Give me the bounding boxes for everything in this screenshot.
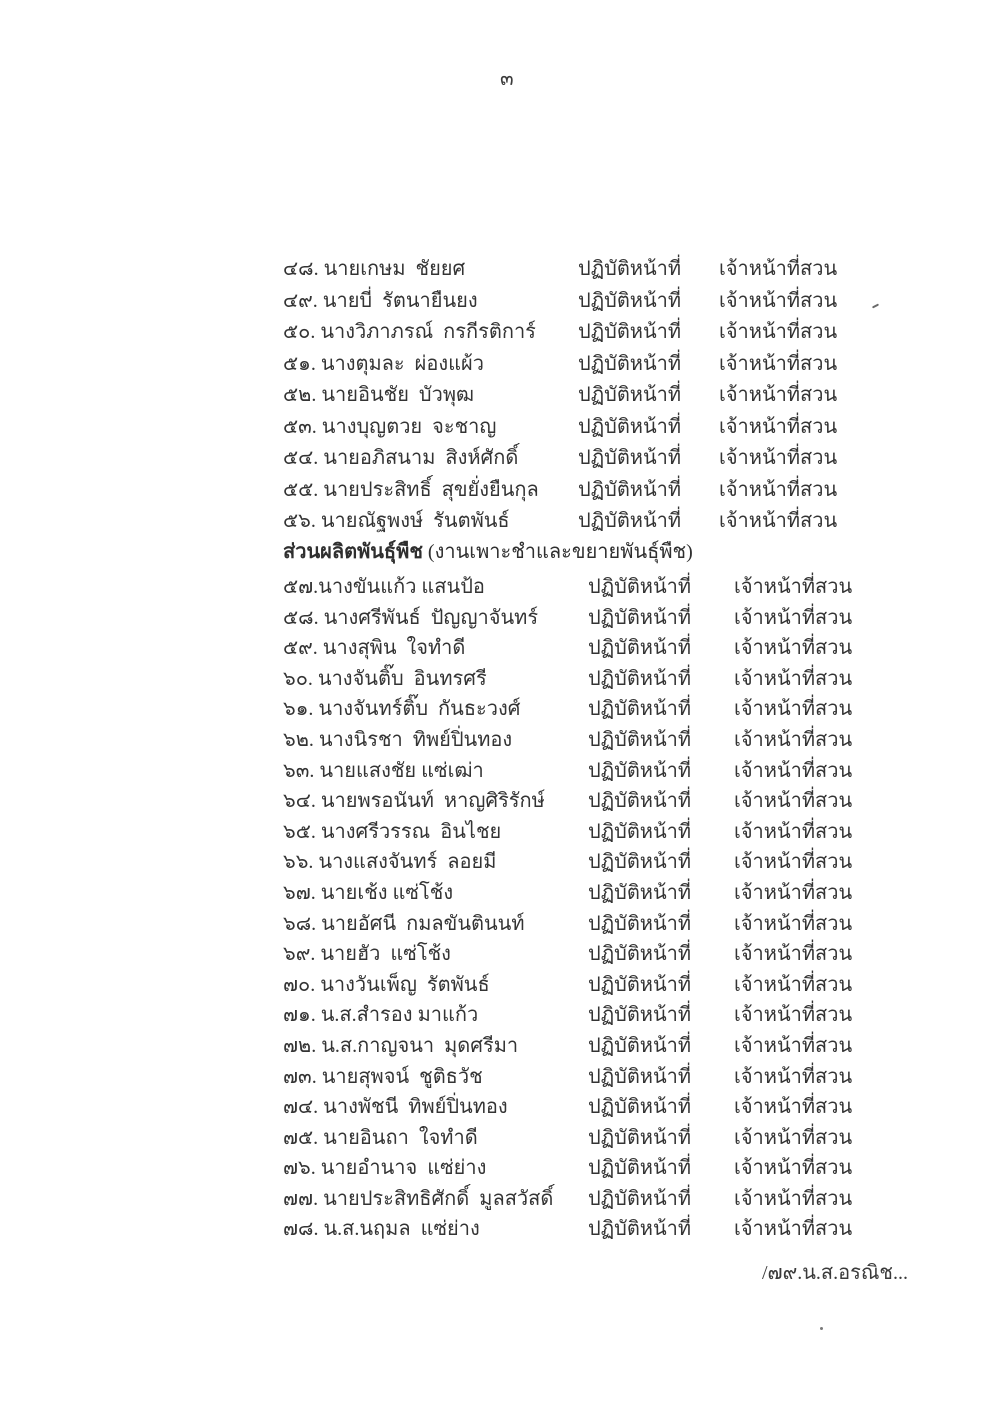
staff-position: เจ้าหน้าที่สวน	[734, 1034, 853, 1057]
staff-duty: ปฏิบัติหน้าที่	[588, 1034, 692, 1057]
stray-dot-mark	[820, 1327, 823, 1330]
staff-row	[0, 410, 1005, 442]
staff-row	[0, 1029, 1005, 1060]
staff-row	[0, 570, 1005, 601]
staff-position: เจ้าหน้าที่สวน	[734, 1157, 853, 1180]
staff-number-and-name: ๕๖. นายณัฐพงษ์ รันตพันธ์	[283, 510, 510, 532]
staff-duty: ปฏิบัติหน้าที่	[588, 1096, 692, 1119]
staff-row	[0, 631, 1005, 662]
staff-duty: ปฏิบัติหน้าที่	[588, 1065, 692, 1088]
staff-position: เจ้าหน้าที่สวน	[719, 384, 838, 406]
staff-position: เจ้าหน้าที่สวน	[734, 1065, 853, 1088]
staff-duty: ปฏิบัติหน้าที่	[578, 510, 682, 532]
staff-number-and-name: ๗๔. นางพัชนี ทิพย์ปิ่นทอง	[283, 1096, 508, 1119]
staff-position: เจ้าหน้าที่สวน	[734, 943, 853, 966]
staff-duty: ปฏิบัติหน้าที่	[588, 973, 692, 996]
staff-number-and-name: ๖๕. นางศรีวรรณ อินไชย	[283, 820, 502, 843]
staff-duty: ปฏิบัติหน้าที่	[578, 289, 682, 312]
staff-row	[0, 692, 1005, 723]
staff-position: เจ้าหน้าที่สวน	[734, 606, 853, 629]
staff-row	[0, 1121, 1005, 1152]
page-continuation-note: /๗๙.น.ส.อรณิช...	[762, 1262, 909, 1284]
staff-row	[0, 284, 1005, 316]
staff-row	[0, 1060, 1005, 1091]
staff-position: เจ้าหน้าที่สวน	[734, 698, 853, 721]
staff-duty: ปฏิบัติหน้าที่	[588, 637, 692, 660]
staff-duty: ปฏิบัติหน้าที่	[578, 352, 682, 375]
section-header	[283, 537, 693, 567]
staff-row	[0, 315, 1005, 347]
staff-duty: ปฏิบัติหน้าที่	[588, 759, 692, 782]
staff-number-and-name: ๖๖. นางแสงจันทร์ ลอยมี	[283, 851, 497, 874]
staff-duty: ปฏิบัติหน้าที่	[588, 576, 692, 598]
staff-duty: ปฏิบัติหน้าที่	[588, 1157, 692, 1180]
staff-row	[0, 504, 1005, 536]
staff-row	[0, 754, 1005, 785]
staff-number-and-name: ๖๙. นายฮัว แซ่โช้ง	[283, 943, 451, 966]
staff-number-and-name: ๕๗.นางขันแก้ว แสนป้อ	[283, 576, 485, 598]
staff-number-and-name: ๕๓. นางบุญตวย จะชาญ	[283, 415, 497, 438]
staff-duty: ปฏิบัติหน้าที่	[578, 384, 682, 406]
staff-duty: ปฏิบัติหน้าที่	[578, 321, 682, 343]
staff-number-and-name: ๕๘. นางศรีพันธ์ ปัญญาจันทร์	[283, 606, 539, 629]
staff-row	[0, 876, 1005, 907]
staff-position: เจ้าหน้าที่สวน	[734, 667, 853, 690]
staff-position: เจ้าหน้าที่สวน	[734, 1187, 853, 1210]
staff-list-section-1	[0, 252, 1005, 536]
staff-position: เจ้าหน้าที่สวน	[734, 1126, 853, 1149]
staff-number-and-name: ๖๘. นายอัศนี กมลขันตินนท์	[283, 912, 525, 935]
staff-row	[0, 723, 1005, 754]
staff-duty: ปฏิบัติหน้าที่	[578, 258, 682, 280]
staff-position: เจ้าหน้าที่สวน	[719, 352, 838, 375]
staff-row	[0, 1090, 1005, 1121]
staff-row	[0, 815, 1005, 846]
staff-number-and-name: ๕๑. นางตุมละ ผ่องแผ้ว	[283, 352, 485, 375]
staff-row	[0, 1212, 1005, 1243]
staff-row	[0, 1151, 1005, 1182]
staff-duty: ปฏิบัติหน้าที่	[588, 606, 692, 629]
staff-number-and-name: ๗๘. น.ส.นฤมล แซ่ย่าง	[283, 1218, 480, 1241]
staff-duty: ปฏิบัติหน้าที่	[588, 943, 692, 966]
staff-number-and-name: ๖๐. นางจันติ๊บ อินทรศรี	[283, 667, 487, 690]
staff-number-and-name: ๕๙. นางสุพิน ใจทำดี	[283, 637, 466, 660]
staff-position: เจ้าหน้าที่สวน	[719, 289, 838, 312]
staff-duty: ปฏิบัติหน้าที่	[578, 415, 682, 438]
staff-duty: ปฏิบัติหน้าที่	[588, 1004, 692, 1027]
staff-position: เจ้าหน้าที่สวน	[719, 478, 838, 501]
staff-duty: ปฏิบัติหน้าที่	[578, 447, 682, 469]
staff-number-and-name: ๔๘. นายเกษม ชัยยศ	[283, 258, 466, 280]
staff-position: เจ้าหน้าที่สวน	[719, 415, 838, 438]
staff-row	[0, 347, 1005, 379]
staff-position: เจ้าหน้าที่สวน	[734, 576, 853, 598]
staff-duty: ปฏิบัติหน้าที่	[578, 478, 682, 501]
staff-number-and-name: ๕๔. นายอภิสนาม สิงห์ศักดิ์	[283, 447, 519, 469]
staff-row	[0, 968, 1005, 999]
staff-number-and-name: ๗๑. น.ส.สำรอง มาแก้ว	[283, 1004, 479, 1027]
section-header-subtitle: (งานเพาะชำและขยายพันธุ์พืช)	[422, 541, 693, 563]
staff-position: เจ้าหน้าที่สวน	[734, 1218, 853, 1241]
staff-duty: ปฏิบัติหน้าที่	[588, 698, 692, 721]
staff-position: เจ้าหน้าที่สวน	[734, 728, 853, 751]
staff-duty: ปฏิบัติหน้าที่	[588, 790, 692, 813]
staff-position: เจ้าหน้าที่สวน	[734, 912, 853, 935]
staff-row	[0, 601, 1005, 632]
staff-number-and-name: ๗๗. นายประสิทธิศักดิ์ มูลสวัสดิ์	[283, 1187, 554, 1210]
staff-list-section-2	[0, 570, 1005, 1243]
staff-position: เจ้าหน้าที่สวน	[719, 510, 838, 532]
staff-row	[0, 845, 1005, 876]
staff-row	[0, 441, 1005, 473]
staff-duty: ปฏิบัติหน้าที่	[588, 881, 692, 904]
staff-duty: ปฏิบัติหน้าที่	[588, 851, 692, 874]
staff-number-and-name: ๕๕. นายประสิทธิ์ สุขยั่งยืนกุล	[283, 478, 539, 501]
staff-number-and-name: ๖๒. นางนิรชา ทิพย์ปิ่นทอง	[283, 728, 513, 751]
staff-number-and-name: ๖๑. นางจันทร์ติ๊บ กันธะวงศ์	[283, 698, 521, 721]
staff-number-and-name: ๗๓. นายสุพจน์ ชูติธวัช	[283, 1065, 483, 1088]
staff-position: เจ้าหน้าที่สวน	[734, 790, 853, 813]
staff-number-and-name: ๗๒. น.ส.กาญจนา มุดศรีมา	[283, 1034, 519, 1057]
staff-row	[0, 998, 1005, 1029]
staff-row	[0, 784, 1005, 815]
staff-row	[0, 378, 1005, 410]
page-number: ๓	[500, 68, 514, 90]
staff-number-and-name: ๔๙. นายบี่ รัตนายืนยง	[283, 289, 478, 312]
staff-row	[0, 937, 1005, 968]
staff-number-and-name: ๗๖. นายอำนาจ แซ่ย่าง	[283, 1157, 487, 1180]
staff-duty: ปฏิบัติหน้าที่	[588, 1187, 692, 1210]
staff-position: เจ้าหน้าที่สวน	[734, 759, 853, 782]
staff-row	[0, 473, 1005, 505]
staff-position: เจ้าหน้าที่สวน	[734, 881, 853, 904]
staff-position: เจ้าหน้าที่สวน	[734, 637, 853, 660]
staff-duty: ปฏิบัติหน้าที่	[588, 820, 692, 843]
staff-number-and-name: ๖๓. นายแสงชัย แซ่เฒ่า	[283, 759, 484, 782]
staff-row	[0, 1182, 1005, 1213]
staff-position: เจ้าหน้าที่สวน	[734, 820, 853, 843]
staff-number-and-name: ๗๕. นายอินถา ใจทำดี	[283, 1126, 478, 1149]
staff-row	[0, 252, 1005, 284]
staff-row	[0, 662, 1005, 693]
staff-position: เจ้าหน้าที่สวน	[719, 447, 838, 469]
staff-number-and-name: ๕๒. นายอินชัย บัวพุฒ	[283, 384, 475, 406]
staff-number-and-name: ๖๔. นายพรอนันท์ หาญศิริรักษ์	[283, 790, 545, 813]
staff-number-and-name: ๕๐. นางวิภาภรณ์ กรกีรติการ์	[283, 321, 536, 343]
staff-position: เจ้าหน้าที่สวน	[734, 1096, 853, 1119]
section-header-title: ส่วนผลิตพันธุ์พืช	[283, 541, 423, 563]
staff-duty: ปฏิบัติหน้าที่	[588, 1218, 692, 1241]
staff-position: เจ้าหน้าที่สวน	[734, 1004, 853, 1027]
staff-duty: ปฏิบัติหน้าที่	[588, 667, 692, 690]
staff-number-and-name: ๖๗. นายเช้ง แซ่โช้ง	[283, 881, 454, 904]
staff-duty: ปฏิบัติหน้าที่	[588, 912, 692, 935]
staff-row	[0, 907, 1005, 938]
staff-position: เจ้าหน้าที่สวน	[719, 258, 838, 280]
staff-duty: ปฏิบัติหน้าที่	[588, 728, 692, 751]
staff-position: เจ้าหน้าที่สวน	[719, 321, 838, 343]
staff-number-and-name: ๗๐. นางวันเพ็ญ รัตพันธ์	[283, 973, 490, 996]
staff-position: เจ้าหน้าที่สวน	[734, 851, 853, 874]
staff-duty: ปฏิบัติหน้าที่	[588, 1126, 692, 1149]
staff-position: เจ้าหน้าที่สวน	[734, 973, 853, 996]
